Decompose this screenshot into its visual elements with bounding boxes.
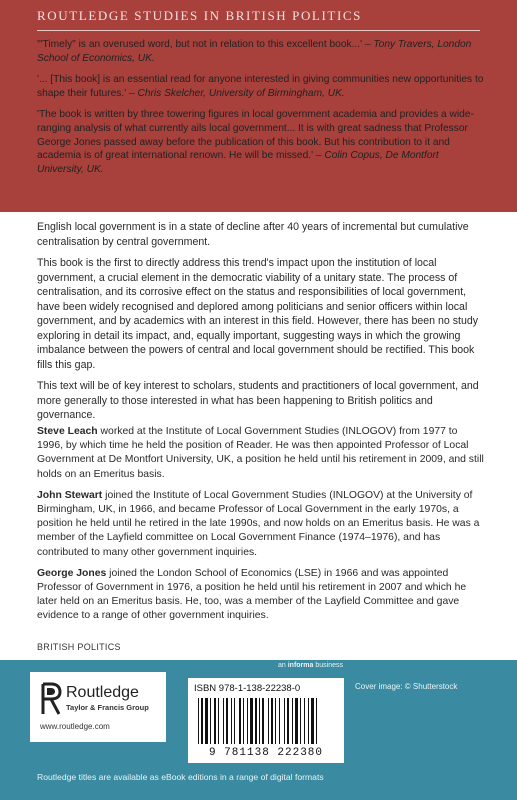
endorsement-source: – Chris Skelcher, University of Birmingham, UK. (129, 87, 345, 99)
author-bios (37, 425, 484, 631)
author-name: George Jones (37, 567, 107, 579)
publisher-url[interactable]: www.routledge.com (40, 722, 110, 731)
endorsement-text: '... [This book] is an essential read for anyone interested in giving communities new opportunities to shape their futures.' (37, 74, 484, 99)
endorsement-text: '"Timely" is an overused word, but not in relation to this excellent book...' (37, 39, 363, 50)
ebook-note: Routledge titles are available as eBook editions in a range of digital formats (37, 772, 324, 782)
cover-credit: Cover image: © Shutterstock (355, 682, 458, 691)
endorsement (37, 38, 484, 65)
subject-category: BRITISH POLITICS (37, 642, 121, 652)
routledge-r-logo-icon (40, 682, 62, 716)
publisher-group: Taylor & Francis Group (66, 703, 149, 712)
series-title: ROUTLEDGE STUDIES IN BRITISH POLITICS (37, 8, 362, 23)
description-paragraph: This text will be of key interest to scholars, students and practitioners of local government, and more generally to those interested in what has been happening to British politics and governance. (37, 380, 479, 421)
book-description (37, 220, 484, 430)
description-paragraph: This book is the first to directly address this trend's impact upon the institution of local government, a crucial element in the democratic viability of a unitary state. The process of centralisation, and its corrosive effect on the status and responsibilities of local government, have been widely recognised and deplored among politicians and senior officers within local government, and by academics with an interest in this field. However, there has been no study exploring in detail its impact, and, equally important, suggesting ways in which the growing imbalance between the powers of central and local government should be rectified. This book fills this gap. (37, 257, 479, 371)
endorsement (37, 73, 484, 100)
informa-suffix: business (313, 662, 343, 669)
author-bio-text: worked at the Institute of Local Government Studies (INLOGOV) from 1977 to 1996, by which time he held the position of Reader. He was then appointed Professor of Local Government at De Montfort University, UK, a position he held until his retirement in 2009, and still holds on an Emeritus basis. (37, 426, 484, 480)
author-bio-text: joined the London School of Economics (LSE) in 1966 and was appointed Professor of Government in 1976, a position he held until his retirement in 2007 and which he later held on an Emeritus basis. He, too, was a member of the Layfield Committee and gave evidence to a range of other government inquiries. (37, 567, 467, 622)
barcode-number: 9 781138 222380 (208, 747, 324, 759)
barcode-icon (196, 698, 340, 746)
endorsements (37, 38, 484, 184)
endorsement-source: – Colin Copus, De Montfort University, UK. (37, 150, 439, 175)
author-bio-text: joined the Institute of Local Government Studies (INLOGOV) at the University of Birmingham, UK, in 1966, and became Professor of Local Government in the early 1970s, a position he held until he retired in the late 1990s, and now holds on an Emeritus basis. He was a member of the Layfield committee on Local Government Finance (1974–1976), and has contributed to many other government inquiries. (37, 489, 480, 558)
endorsement-source: – Tony Travers, London School of Economics, UK. (37, 39, 472, 64)
author-bio (37, 489, 484, 560)
author-name: Steve Leach (37, 426, 98, 437)
author-name: John Stewart (37, 489, 103, 501)
publisher-name: Routledge (66, 684, 139, 701)
description-paragraph: English local government is in a state of decline after 40 years of incremental but cumulative centralisation by central government. (37, 221, 469, 248)
informa-prefix: an (278, 662, 288, 669)
author-bio (37, 425, 484, 482)
isbn: ISBN 978-1-138-22238-0 (194, 683, 301, 694)
endorsement-text: 'The book is written by three towering figures in local government academia and provides a wide-ranging analysis of what currently ails local government... It is with great sadness that Professor George Jones passed away before the publication of this book. But his contribution to it and academia is of great international renown. He will be missed.' (37, 109, 474, 162)
author-bio (37, 567, 484, 624)
endorsement (37, 108, 484, 176)
informa-brand: informa (287, 662, 314, 669)
informa-business-tag (278, 662, 343, 669)
divider (37, 30, 480, 31)
